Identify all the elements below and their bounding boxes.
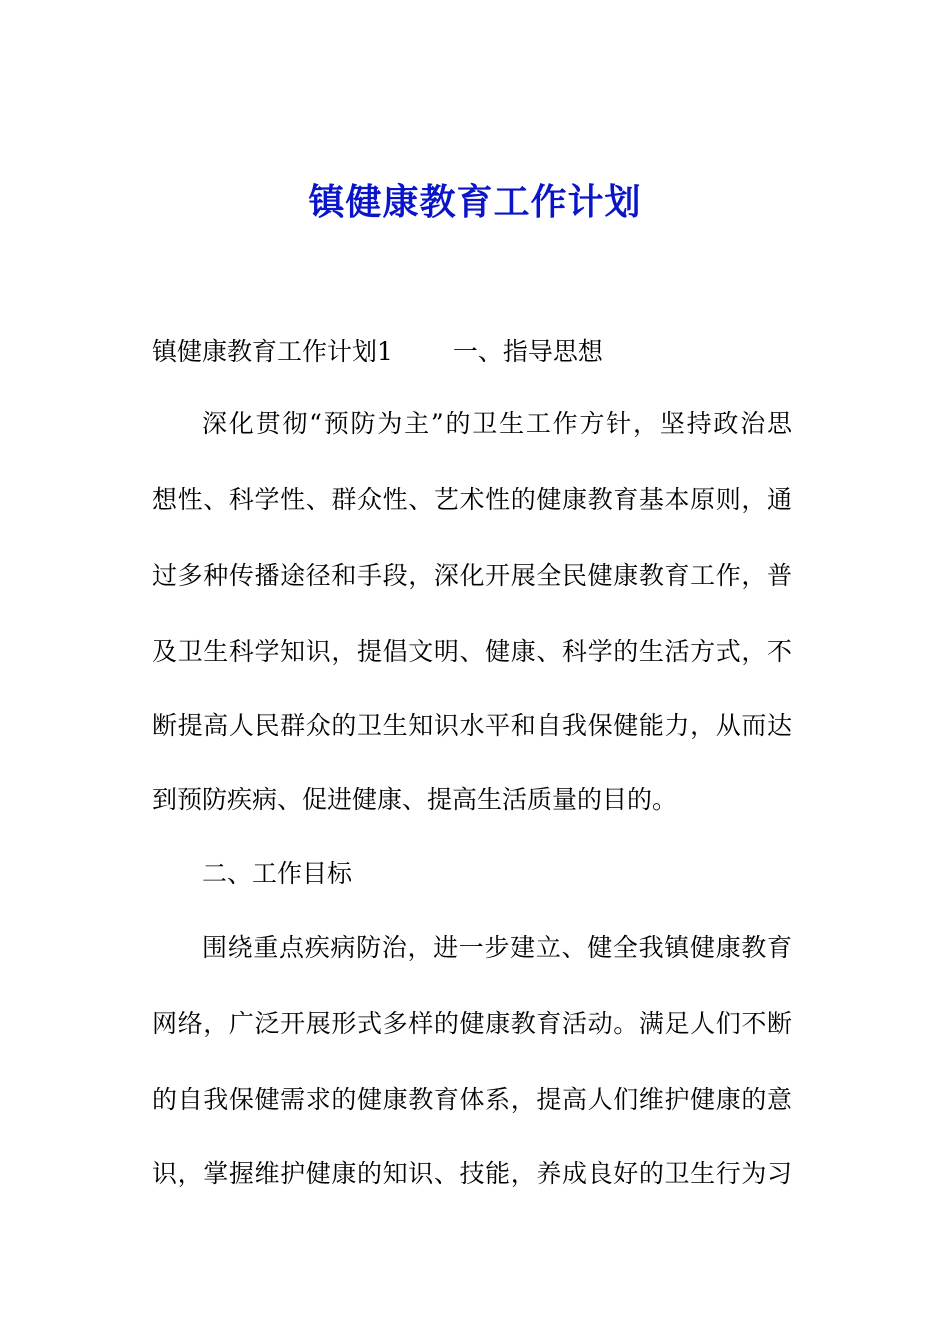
heading-guiding-ideology: 一、指导思想 <box>452 337 603 366</box>
paragraph-line: 断提高人民群众的卫生知识水平和自我保健能力，从而达 <box>152 711 792 740</box>
paragraph-line: 围绕重点疾病防治，进一步建立、健全我镇健康教育 <box>202 933 792 962</box>
paragraph-line: 过多种传播途径和手段，深化开展全民健康教育工作，普 <box>152 561 792 590</box>
paragraph-line: 的自我保健需求的健康教育体系，提高人们维护健康的意 <box>152 1085 792 1114</box>
paragraph-line: 及卫生科学知识，提倡文明、健康、科学的生活方式，不 <box>152 637 792 666</box>
paragraph-line: 到预防疾病、促进健康、提高生活质量的目的。 <box>152 785 678 814</box>
section-reference: 镇健康教育工作计划1 <box>152 337 393 366</box>
paragraph-line: 网络，广泛开展形式多样的健康教育活动。满足人们不断 <box>152 1009 792 1038</box>
section-heading-line <box>152 334 792 370</box>
paragraph-line: 深化贯彻“预防为主”的卫生工作方针，坚持政治思 <box>202 409 792 438</box>
paragraph-line: 想性、科学性、群众性、艺术性的健康教育基本原则，通 <box>152 485 792 514</box>
paragraph-line: 识，掌握维护健康的知识、技能，养成良好的卫生行为习 <box>152 1159 792 1188</box>
heading-work-goals: 二、工作目标 <box>202 859 353 888</box>
document-title: 镇健康教育工作计划 <box>308 181 642 223</box>
